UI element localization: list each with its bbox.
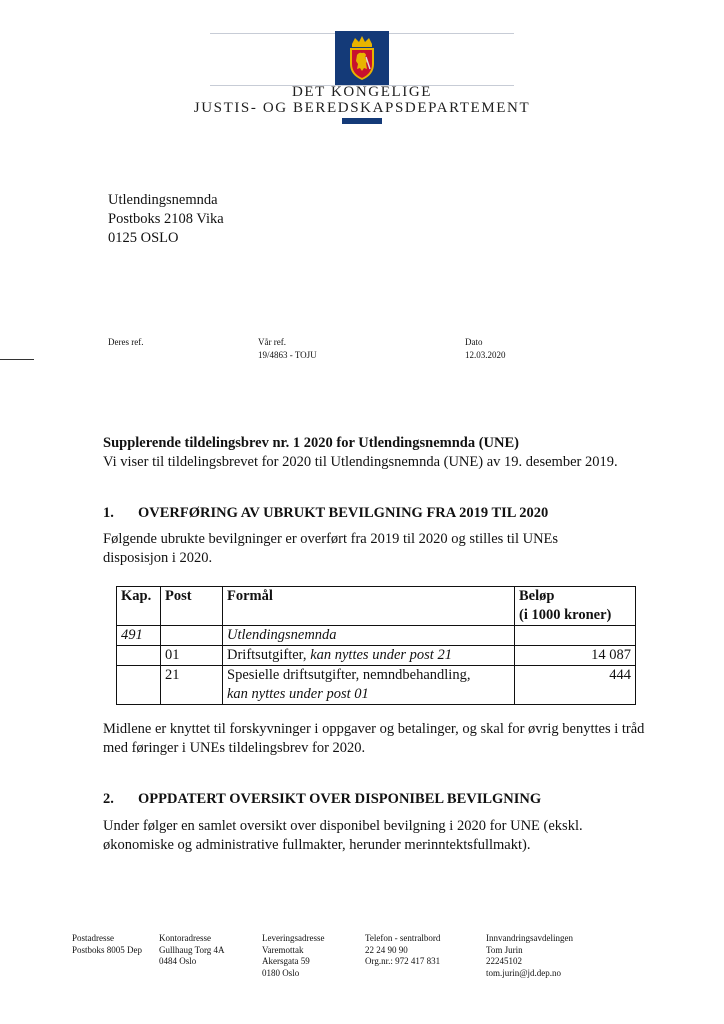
header-stripe xyxy=(342,118,382,124)
footer-value: Akersgata 59 xyxy=(262,956,310,966)
department-name-line2: JUSTIS- OG BEREDSKAPSDEPARTEMENT xyxy=(193,100,531,116)
cell-formal: Utlendingsnemnda xyxy=(223,626,515,646)
header-belop xyxy=(515,587,636,626)
footer-label: Leveringsadresse xyxy=(262,933,325,943)
section1-paragraph: Følgende ubrukte bevilgninger er overført fra 2019 til 2020 og stilles til UNEs disposisjon i 2020. xyxy=(103,531,559,566)
cell-post: 01 xyxy=(161,646,223,666)
cell-formal xyxy=(223,666,515,705)
cell-post: 21 xyxy=(161,666,223,705)
section2-paragraph: Under følger en samlet oversikt over disponibel bevilgning i 2020 for UNE (ekskl. økonomiske og administrative fullmakter, herunder merinntektsfullmakt). xyxy=(103,818,583,853)
ref-dato-value: 12.03.2020 xyxy=(465,350,506,360)
recipient-postcode: 0125 OSLO xyxy=(108,230,179,246)
header-post: Post xyxy=(161,587,223,626)
section1-closing: Midlene er knyttet til forskyvninger i oppgaver og betalinger, og skal for øvrig benyttes i tråd med føringer i UNEs tildelingsbrev for 2020. xyxy=(103,721,645,756)
footer-avdeling xyxy=(486,933,573,979)
footer-value: Org.nr.: 972 417 831 xyxy=(365,956,441,966)
cell-kap: 491 xyxy=(117,626,161,646)
footer-value: 22245102 xyxy=(486,956,522,966)
cell-kap xyxy=(117,666,161,705)
fold-mark xyxy=(0,359,34,360)
footer-value: Gullhaug Torg 4A xyxy=(159,944,225,955)
footer-label: Kontoradresse xyxy=(159,933,211,943)
letter-subject: Supplerende tildelingsbrev nr. 1 2020 for Utlendingsnemnda (UNE) xyxy=(103,435,519,451)
header-kap: Kap. xyxy=(117,587,161,626)
ref-deres-label: Deres ref. xyxy=(108,337,144,347)
footer-telefon xyxy=(365,933,440,968)
allocation-table xyxy=(116,586,636,705)
header-belop-line2: (i 1000 kroner) xyxy=(519,607,612,623)
footer-email[interactable]: tom.jurin@jd.dep.no xyxy=(486,967,562,978)
cell-belop: 444 xyxy=(515,666,636,705)
section1-heading xyxy=(103,505,548,522)
table-row xyxy=(117,646,636,666)
letter-intro: Vi viser til tildelingsbrevet for 2020 til Utlendingsnemnda (UNE) av 19. desember 2019. xyxy=(103,454,618,470)
table-row xyxy=(117,626,636,646)
ref-dato-label: Dato xyxy=(465,337,483,347)
cell-formal-text: Driftsutgifter, xyxy=(227,647,311,663)
cell-formal-note: kan nyttes under post 01 xyxy=(227,686,369,702)
cell-post xyxy=(161,626,223,646)
section2-title: OPPDATERT OVERSIKT OVER DISPONIBEL BEVILGNING xyxy=(138,791,542,807)
recipient-name: Utlendingsnemnda xyxy=(108,192,218,208)
footer-leveringsadresse xyxy=(262,933,324,979)
footer-value: Varemottak xyxy=(262,944,304,955)
footer-value: 22 24 90 90 xyxy=(365,944,408,955)
ref-var-value: 19/4863 - TOJU xyxy=(258,350,317,360)
header-formal: Formål xyxy=(223,587,515,626)
footer-value: 0484 Oslo xyxy=(159,956,197,966)
cell-kap xyxy=(117,646,161,666)
table-row xyxy=(117,666,636,705)
footer-label: Telefon - sentralbord xyxy=(365,933,441,943)
cell-formal xyxy=(223,646,515,666)
header-belop-line1: Beløp xyxy=(519,588,555,604)
cell-belop xyxy=(515,626,636,646)
footer-value: Postboks 8005 Dep xyxy=(72,944,143,955)
footer-label: Innvandringsavdelingen xyxy=(486,933,573,943)
cell-formal-text: Spesielle driftsutgifter, nemndbehandling, xyxy=(227,667,471,683)
section2-heading xyxy=(103,791,541,808)
section1-title: OVERFØRING AV UBRUKT BEVILGNING FRA 2019 TIL 2020 xyxy=(138,505,549,521)
cell-formal-note: kan nyttes under post 21 xyxy=(310,647,452,663)
recipient-postbox: Postboks 2108 Vika xyxy=(108,211,224,227)
section1-number: 1. xyxy=(103,505,114,521)
footer-value: Tom Jurin xyxy=(486,944,523,955)
table-header-row xyxy=(117,587,636,626)
footer-postadresse xyxy=(72,933,142,956)
cell-belop: 14 087 xyxy=(515,646,636,666)
footer-kontoradresse xyxy=(159,933,225,968)
footer-label: Postadresse xyxy=(72,933,114,943)
section2-number: 2. xyxy=(103,791,114,807)
ref-var-label: Vår ref. xyxy=(258,337,286,347)
footer-value: 0180 Oslo xyxy=(262,967,300,978)
department-name-line1: DET KONGELIGE xyxy=(291,84,433,100)
coat-of-arms-icon xyxy=(335,31,389,85)
